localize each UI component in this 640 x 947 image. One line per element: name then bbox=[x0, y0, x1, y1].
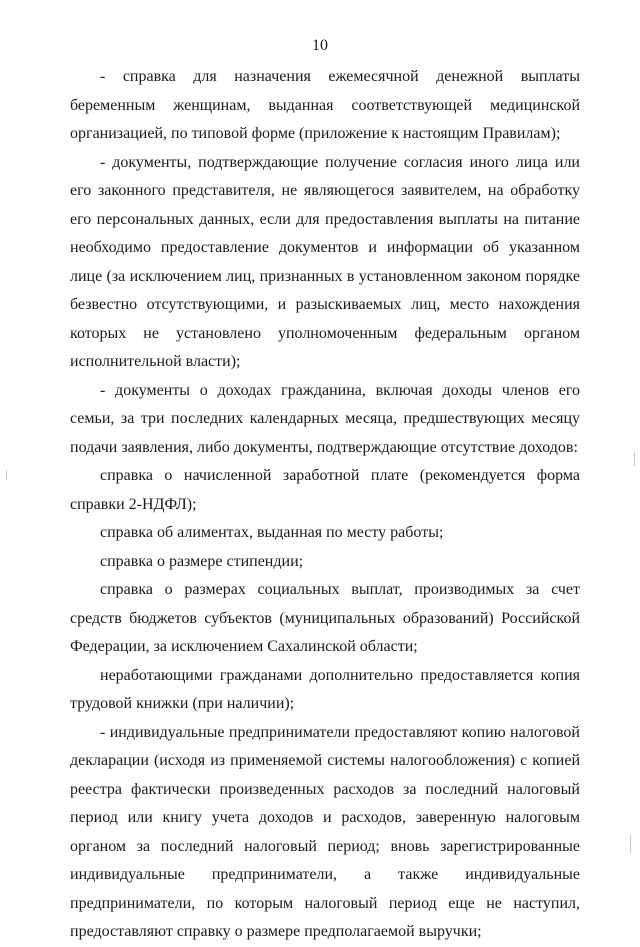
paragraph-income-documents: - документы о доходах гражданина, включая доходы членов его семьи, за три последних календарных месяца, предшествующих месяцу подачи заявления, либо документы, подтверждающие отсутствие доходов: bbox=[70, 381, 580, 456]
paragraph-entrepreneurs: - индивидуальные предприниматели предоставляют копию налоговой декларации (исходя из применяемой системы налогообложения) с копией реестра фактически произведенных расходов за последний налоговый период или книгу учета доходов и расходов, заверенную налоговым органом за последний налоговый период; вновь зарегистрированные индивидуальные предприниматели, а также индивидуальные предприниматели, по которым налоговый период еще не наступил, предоставляют справку о размере предполагаемой выручки; bbox=[70, 723, 580, 940]
scan-speck bbox=[634, 452, 635, 466]
paragraph-social-payments-certificate: справка о размерах социальных выплат, производимых за счет средств бюджетов субъектов (муниципальных образований) Российской Федерации, за исключением Сахалинской области; bbox=[70, 581, 580, 655]
paragraph-salary-certificate: справка о начисленной заработной плате (рекомендуется форма справки 2-НДФЛ); bbox=[70, 467, 580, 513]
page-number: 10 bbox=[312, 37, 328, 54]
paragraph-consent-documents: - документы, подтверждающие получение согласия иного лица или его законного представителя, не являющегося заявителем, на обработку его персональных данных, если для предоставления выплаты на питание необходимо предоставление документов и информации об указанном лице (за исключением лиц, признанных в установленном законом порядке безвестно отсутствующими, и разыскиваемых лиц, место нахождения которых не установлено уполномоченным федеральным органом исполнительной власти); bbox=[70, 153, 580, 370]
paragraph-employment-record: неработающими гражданами дополнительно предоставляется копия трудовой книжки (при наличии); bbox=[70, 666, 580, 712]
scan-speck bbox=[630, 835, 631, 853]
paragraph-alimony-certificate: справка об алиментах, выданная по месту работы; bbox=[100, 524, 444, 541]
paragraph-stipend-certificate: справка о размере стипендии; bbox=[100, 552, 304, 570]
paragraph-pregnancy-certificate: - справка для назначения ежемесячной денежной выплаты беременным женщинам, выданная соответствующей медицинской организацией, по типовой форме (приложение к настоящим Правилам); bbox=[70, 68, 580, 142]
document-body bbox=[70, 63, 580, 947]
scan-speck bbox=[6, 470, 7, 480]
